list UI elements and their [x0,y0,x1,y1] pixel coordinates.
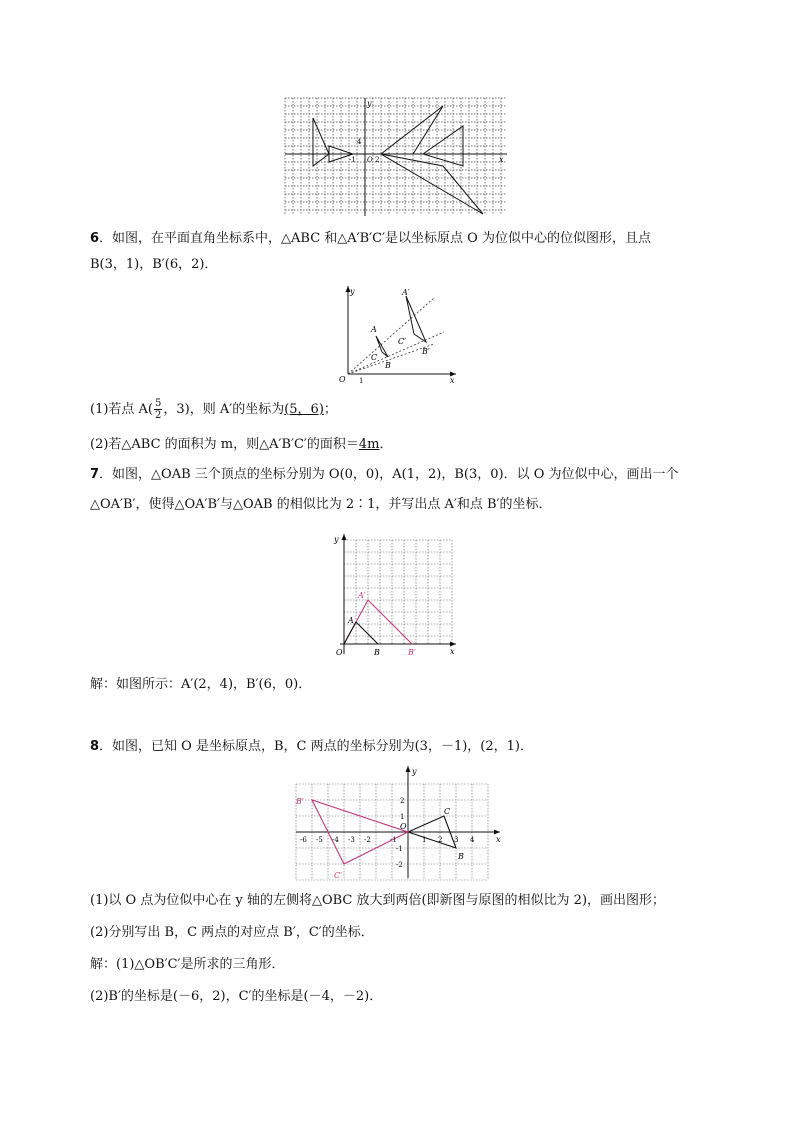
svg-text:2: 2 [400,797,405,805]
q8-figure [290,762,506,884]
tick-neg1: -1 [349,156,356,164]
q8-part1: (1)以 O 点为位似中心在 y 轴的左侧将△OBC 放大到两倍(即新图与原图的相似比为 2)，画出图形； [90,893,666,908]
svg-text:4: 4 [470,836,475,844]
triangle-oab-prime [344,600,412,644]
svg-text:-2: -2 [396,861,403,869]
svg-text:C: C [444,807,451,816]
svg-text:-6: -6 [300,836,307,844]
q7-text-line2: △OA′B′，使得△OA′B′与△OAB 的相似比为 2∶1，并写出点 A′和点 B′的坐标． [90,497,552,512]
svg-text:B: B [385,361,391,370]
q6-answer-2: 4m [358,437,380,452]
q6-figure [334,282,462,386]
svg-text:-1: -1 [396,845,403,853]
q6-text-line2: B(3，1)，B′(6，2)． [90,257,218,272]
svg-text:A′: A′ [358,591,366,600]
triangle-left-outer [313,118,329,166]
figure-1-grid [283,96,509,218]
q6-answer-1: (5，6) [284,402,324,417]
svg-text:-5: -5 [316,836,323,844]
svg-text:O: O [339,375,346,384]
svg-text:B′: B′ [296,797,304,806]
svg-text:y: y [334,535,339,544]
svg-text:y: y [350,287,355,296]
q8-number: 8 [90,739,100,754]
q6-number: 6 [90,231,100,246]
q6-part1: (1)若点 A( $\frac{5}{2}$ ，3)，则 A′的坐标为(5，6)； [90,398,337,421]
tick-4: 4 [357,138,362,146]
svg-text:C: C [371,353,378,362]
triangle-right-lower [381,154,483,214]
triangle-abc-prime [406,296,426,342]
svg-text:1: 1 [422,836,427,844]
svg-text:x: x [496,835,501,844]
svg-text:O: O [400,822,407,831]
q6-part2: (2)若△ABC 的面积为 m，则△A′B′C′的面积＝4m． [90,437,393,452]
svg-text:-4: -4 [332,836,339,844]
q8-part2: (2)分别写出 B，C 两点的对应点 B′，C′的坐标． [90,925,374,940]
q7-solution: 解：如图所示：A′(2，4)，B′(6，0)． [90,677,312,692]
svg-text:y: y [412,767,417,776]
q7-figure [330,530,462,660]
svg-text:-1: -1 [390,836,397,844]
triangle-abc [376,336,388,357]
svg-text:-2: -2 [364,836,371,844]
tick-origin: O [367,156,373,164]
fraction-5-2: $\frac{5}{2}$ [155,398,162,421]
svg-text:x: x [450,376,455,385]
svg-text:x: x [450,647,455,656]
q8-solution-1: 解：(1)△OB′C′是所求的三角形． [90,957,285,972]
q8-text-line1: 8．如图，已知 O 是坐标原点，B，C 两点的坐标分别为(3，－1)，(2，1)． [90,739,533,754]
q8-solution-2: (2)B′的坐标是(－6，2)，C′的坐标是(－4，－2)． [90,989,383,1004]
svg-text:A′: A′ [402,288,410,297]
q6-text-line1: 6．如图，在平面直角坐标系中，△ABC 和△A′B′C′是以坐标原点 O 为位似中心的位似图形，且点 [90,231,651,246]
svg-text:C′: C′ [398,337,406,346]
svg-text:C′: C′ [334,871,342,880]
svg-text:2: 2 [438,836,443,844]
y-label: y [367,99,372,108]
svg-text:B: B [374,648,380,657]
svg-text:B: B [458,852,464,861]
svg-text:A: A [348,616,354,625]
q7-text-line1: 7．如图，△OAB 三个顶点的坐标分别为 O(0，0)，A(1，2)，B(3，0)．以 O 为位似中心，画出一个 [90,467,679,482]
x-label: x [499,155,504,164]
svg-text:1: 1 [400,813,405,821]
tick-2: 2 [375,156,380,164]
svg-text:O: O [336,648,343,657]
q7-number: 7 [90,467,100,482]
svg-text:1: 1 [359,377,364,385]
svg-text:-3: -3 [348,836,355,844]
svg-text:B′: B′ [408,648,416,657]
triangle-oab [344,622,378,644]
svg-text:3: 3 [454,836,459,844]
svg-text:A: A [371,325,377,334]
svg-text:B′: B′ [422,347,430,356]
